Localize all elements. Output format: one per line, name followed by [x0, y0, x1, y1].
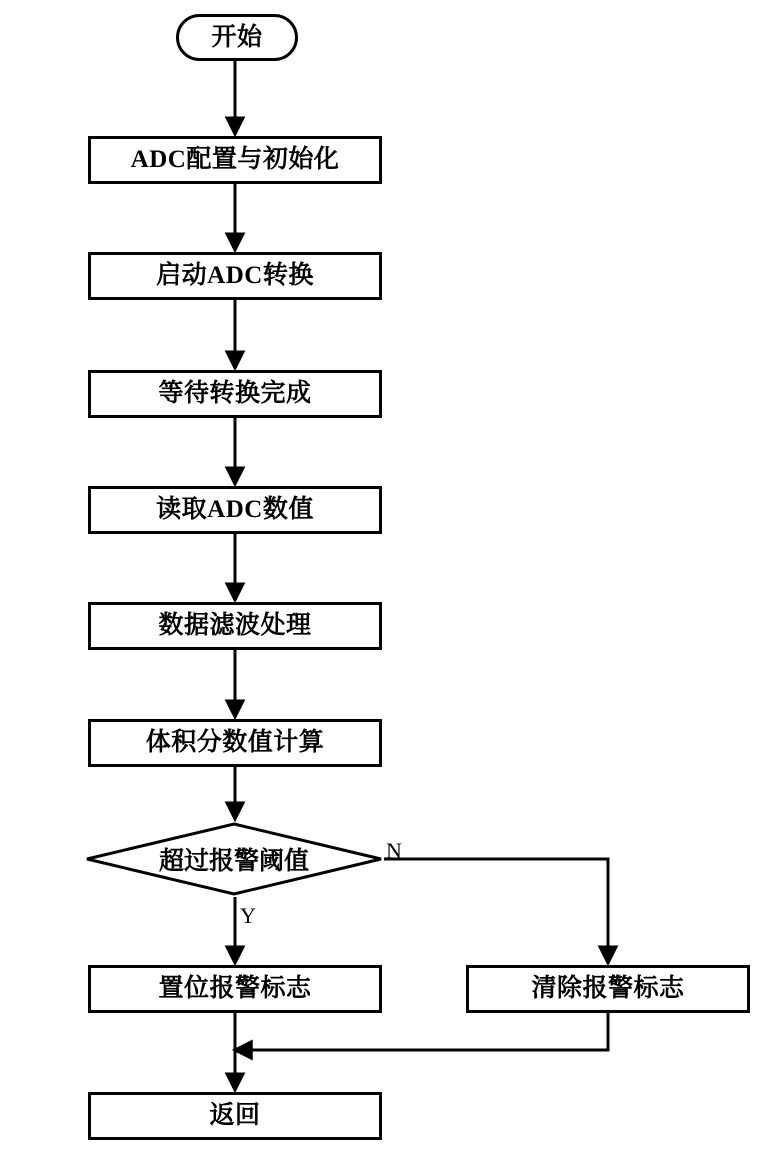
node-return-label: 返回: [209, 1102, 261, 1130]
node-calculate-volume-fraction-label: 体积分数值计算: [145, 729, 325, 757]
node-start-label: 开始: [211, 23, 263, 51]
node-set-alarm-flag-label: 置位报警标志: [158, 975, 312, 1003]
edge-clearflag-to-return-join: [237, 1013, 608, 1050]
node-filter-data: [88, 602, 382, 650]
node-start: [176, 14, 298, 61]
node-read-adc: [88, 486, 382, 534]
node-adc-init: [88, 136, 382, 184]
decision-diamond-shape: [84, 821, 384, 897]
node-filter-data-label: 数据滤波处理: [158, 612, 312, 640]
node-threshold-decision-label: 超过报警阈值: [158, 848, 309, 875]
edge-label-no: N: [386, 838, 402, 863]
node-clear-alarm-flag: [466, 965, 750, 1013]
edge-decision-no-to-clearflag: [384, 859, 608, 961]
node-read-adc-label: 读取ADC数值: [156, 496, 314, 524]
node-adc-init-label: ADC配置与初始化: [130, 146, 340, 174]
node-set-alarm-flag: [88, 965, 382, 1013]
node-wait-conversion: [88, 370, 382, 418]
node-threshold-decision: [84, 821, 384, 897]
node-start-conversion: [88, 252, 382, 300]
edge-label-yes: Y: [240, 903, 256, 928]
node-wait-conversion-label: 等待转换完成: [158, 380, 312, 408]
node-start-conversion-label: 启动ADC转换: [156, 262, 314, 290]
node-clear-alarm-flag-label: 清除报警标志: [531, 975, 685, 1003]
node-return: [88, 1092, 382, 1140]
node-calculate-volume-fraction: [88, 719, 382, 767]
